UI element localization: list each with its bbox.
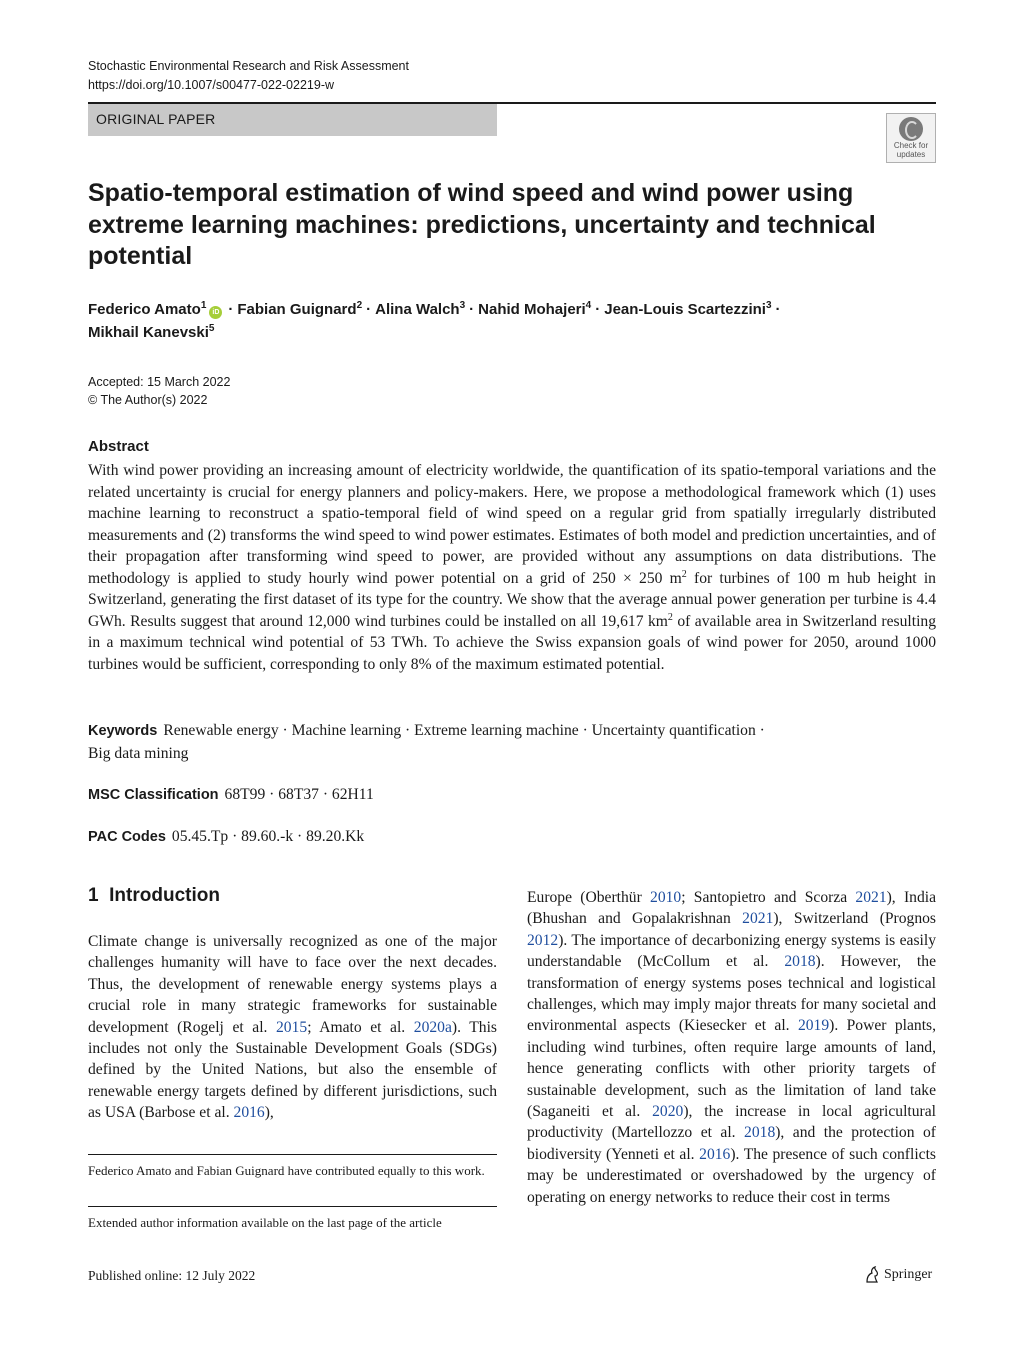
author-name[interactable]: Federico Amato — [88, 301, 201, 318]
section-number: 1 — [88, 885, 99, 906]
author-affiliation: 3 — [459, 300, 466, 311]
abstract-text: With wind power providing an increasing amount of electricity worldwide, the quantification of its spatio-temporal variations and the related uncertainty is crucial for energy planners and policy-makers. Here, we propose a methodological framework which (1) uses machine learning to reconstruct a spatio-temporal field of wind speed on a regular grid from spatially irregularly distributed measurements and (2) transforms the wind speed to wind power estimates. Estimates of both model and prediction uncertainties, and of their propagation after transforming wind speed to power, are provided without any assumptions on data distributions. The methodology is applied to study hourly wind power potential on a grid of 250 × 250 $m^2$ for turbines of 100 m hub height in Switzerland, generating the first dataset of its type for the country. We show that the average annual power generation per turbine is 4.4 GWh. Results suggest that around 12,000 wind turbines could be installed on all 19,617 $km^2$ of available area in Switzerland resulting in a maximum technical wind potential of 53 TWh. To achieve the Swiss expansion goals of wind power for 2050, around 1000 turbines would be sufficient, corresponding to only 8% of the maximum estimated potential. — [88, 462, 937, 673]
citation-link[interactable]: 2020 — [652, 1103, 684, 1121]
msc-value: 68T99 · 68T37 · 62H11 — [224, 786, 374, 803]
springer-horse-icon — [864, 1266, 880, 1284]
section-title: Introduction — [109, 885, 220, 906]
keywords-line1: Renewable energy · Machine learning · Extreme learning machine · Uncertainty quantification · — [163, 722, 765, 739]
author-name[interactable]: Jean-Louis Scartezzini — [604, 301, 766, 318]
journal-name: Stochastic Environmental Research and Risk Assessment — [88, 59, 409, 73]
intro-right-column: Europe (Oberthür 2010; Santopietro and Scorza 2021), India (Bhushan and Gopalakrishnan 2021), Switzerland (Prognos 2012). The importance of decarbonizing energy systems is easily understandable (McCollum et al. 2018). However, the transformation of energy systems poses technical and logistical challenges, which may imply major threats for many societal and environmental aspects (Kiesecker et al. 2019). Power plants, including wind turbines, often require large amounts of land, hence generating conflicts with other priority targets of sustainable development, such as the limitation of land take (Saganeiti et al. 2020), the increase in local agricultural productivity (Martellozzo et al. 2018), and the protection of biodiversity (Yenneti et al. 2016). The presence of such conflicts may be underestimated or overshadowed by the urgency of operating on energy networks to reduce their cost in terms — [527, 889, 937, 1206]
citation-link[interactable]: 2016 — [233, 1104, 265, 1122]
article-type: ORIGINAL PAPER — [96, 111, 216, 127]
author-name[interactable]: Mikhail Kanevski — [88, 324, 209, 341]
author-name[interactable]: Alina Walch — [375, 301, 460, 318]
author-affiliation: 1 — [200, 300, 207, 311]
footnote-equal-contribution: Federico Amato and Fabian Guignard have contributed equally to this work. — [88, 1163, 485, 1178]
article-type-band — [88, 104, 497, 136]
check-updates-line2: updates — [896, 150, 926, 159]
citation-link[interactable]: 2010 — [650, 889, 682, 906]
citation-link[interactable]: 2021 — [855, 889, 887, 906]
journal-header — [88, 57, 409, 95]
section-heading — [88, 885, 220, 907]
footnote-author-info: Extended author information available on the last page of the article — [88, 1215, 442, 1230]
keywords — [88, 720, 936, 764]
citation-link[interactable]: 2020a — [413, 1018, 452, 1036]
pac-value: 05.45.Tp · 89.60.-k · 89.20.Kk — [171, 828, 365, 845]
citation-link[interactable]: 2018 — [784, 953, 816, 971]
abstract-heading: Abstract — [88, 438, 149, 455]
msc-classification — [88, 784, 374, 807]
check-updates-line1: Check for — [893, 141, 929, 150]
doi-link[interactable]: https://doi.org/10.1007/s00477-022-02219-w — [88, 78, 335, 92]
citation-link[interactable]: 2021 — [742, 910, 774, 928]
author-name[interactable]: Fabian Guignard — [237, 301, 357, 318]
keywords-label: Keywords — [88, 723, 158, 739]
check-updates-icon — [899, 117, 923, 141]
citation-link[interactable]: 2018 — [744, 1124, 776, 1142]
author-affiliation: 3 — [765, 300, 772, 311]
author-affiliation: 2 — [356, 300, 363, 311]
citation-link[interactable]: 2015 — [276, 1018, 308, 1036]
footnote-rule — [88, 1154, 497, 1155]
citation-link[interactable]: 2016 — [699, 1145, 731, 1163]
check-for-updates-badge[interactable] — [886, 113, 936, 163]
pac-label: PAC Codes — [88, 829, 166, 845]
copyright-line: © The Author(s) 2022 — [88, 393, 208, 407]
pac-codes — [88, 826, 364, 849]
author-name[interactable]: Nahid Mohajeri — [478, 301, 586, 318]
footnote-rule — [88, 1206, 497, 1207]
citation-link[interactable]: 2012 — [527, 931, 559, 949]
publisher-name: Springer — [884, 1267, 933, 1282]
keywords-line2: Big data mining — [88, 744, 189, 762]
published-date: Published online: 12 July 2022 — [88, 1268, 256, 1283]
author-affiliation: 5 — [208, 323, 215, 334]
article-dates — [88, 373, 230, 409]
accepted-date: Accepted: 15 March 2022 — [88, 375, 231, 389]
paper-title: Spatio-temporal estimation of wind speed and wind power using extreme learning machines: predictions, uncertainty and technical potential — [88, 179, 876, 270]
publisher-logo[interactable] — [864, 1266, 932, 1284]
citation-link[interactable]: 2019 — [797, 1017, 830, 1035]
orcid-icon[interactable]: iD — [209, 306, 222, 319]
msc-label: MSC Classification — [88, 787, 219, 803]
author-list: Federico Amato$^1$iD · Fabian Guignard$^2$ · Alina Walch$^3$ · Nahid Mohajeri$^4$ · Jean-Louis Scartezzini$^3$ · Mikhail Kanevski$^5$ — [88, 300, 781, 341]
intro-left-column: Climate change is universally recognized as one of the major challenges humanity will have to face over the next decades. Thus, the development of renewable energy systems plays a crucial role in many strategic frameworks for sustainable development (Rogelj et al. 2015; Amato et al. 2020a). This includes not only the Sustainable Development Goals (SDGs) defined by the United Nations, but also the ensemble of renewable energy targets defined by different jurisdictions, such as USA (Barbose et al. 2016), — [88, 933, 497, 1122]
author-affiliation: 4 — [585, 300, 592, 311]
